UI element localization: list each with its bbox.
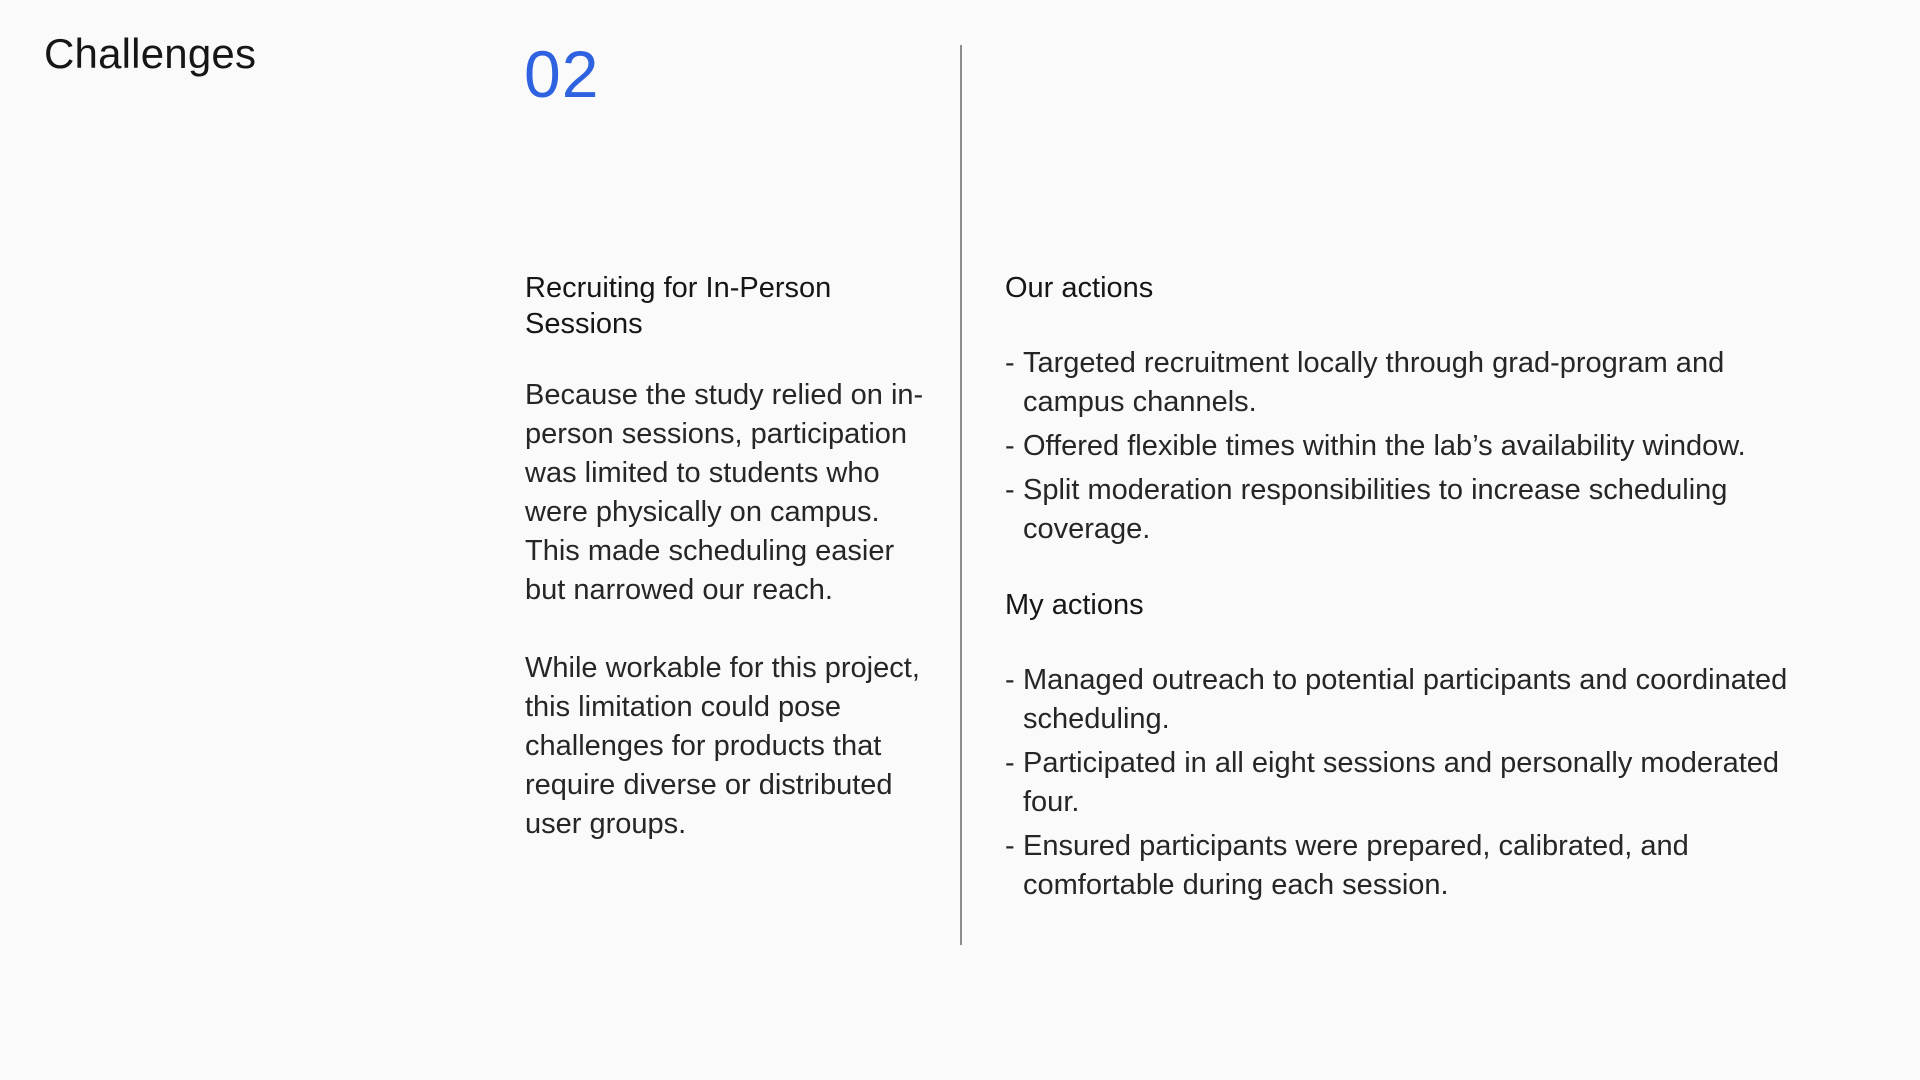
challenge-description: [525, 270, 925, 844]
actions-column: [1005, 270, 1825, 910]
list-item: [1005, 827, 1825, 905]
bullet-marker: -: [1005, 830, 1015, 862]
challenge-heading: Recruiting for In-Person Sessions: [525, 272, 832, 340]
list-item-text: Ensured participants were prepared, calibrated, and comfortable during each session.: [1023, 830, 1689, 901]
my-actions-heading: My actions: [1005, 589, 1144, 621]
bullet-marker: -: [1005, 347, 1015, 379]
our-actions-heading: Our actions: [1005, 272, 1154, 304]
list-item-text: Managed outreach to potential participants and coordinated scheduling.: [1023, 664, 1788, 735]
list-item: [1005, 744, 1825, 822]
my-actions-list: [1005, 661, 1825, 905]
section-number: 02: [524, 37, 600, 111]
list-item: [1005, 344, 1825, 422]
bullet-marker: -: [1005, 664, 1015, 696]
bullet-marker: -: [1005, 474, 1015, 506]
list-item-text: Targeted recruitment locally through grad-program and campus channels.: [1023, 347, 1725, 418]
bullet-marker: -: [1005, 430, 1015, 462]
challenge-paragraph: While workable for this project, this limitation could pose challenges for products that require diverse or distributed user groups.: [525, 652, 920, 840]
our-actions-list: [1005, 344, 1825, 549]
column-divider: [960, 45, 962, 945]
challenge-paragraph: Because the study relied on in-person sessions, participation was limited to students who were physically on campus. This made scheduling easier but narrowed our reach.: [525, 379, 924, 606]
list-item-text: Participated in all eight sessions and personally moderated four.: [1023, 747, 1780, 818]
list-item: [1005, 471, 1825, 549]
list-item: [1005, 427, 1825, 466]
list-item-text: Split moderation responsibilities to increase scheduling coverage.: [1023, 474, 1728, 545]
list-item: [1005, 661, 1825, 739]
bullet-marker: -: [1005, 747, 1015, 779]
list-item-text: Offered flexible times within the lab’s availability window.: [1023, 430, 1746, 462]
section-title: Challenges: [44, 30, 257, 77]
